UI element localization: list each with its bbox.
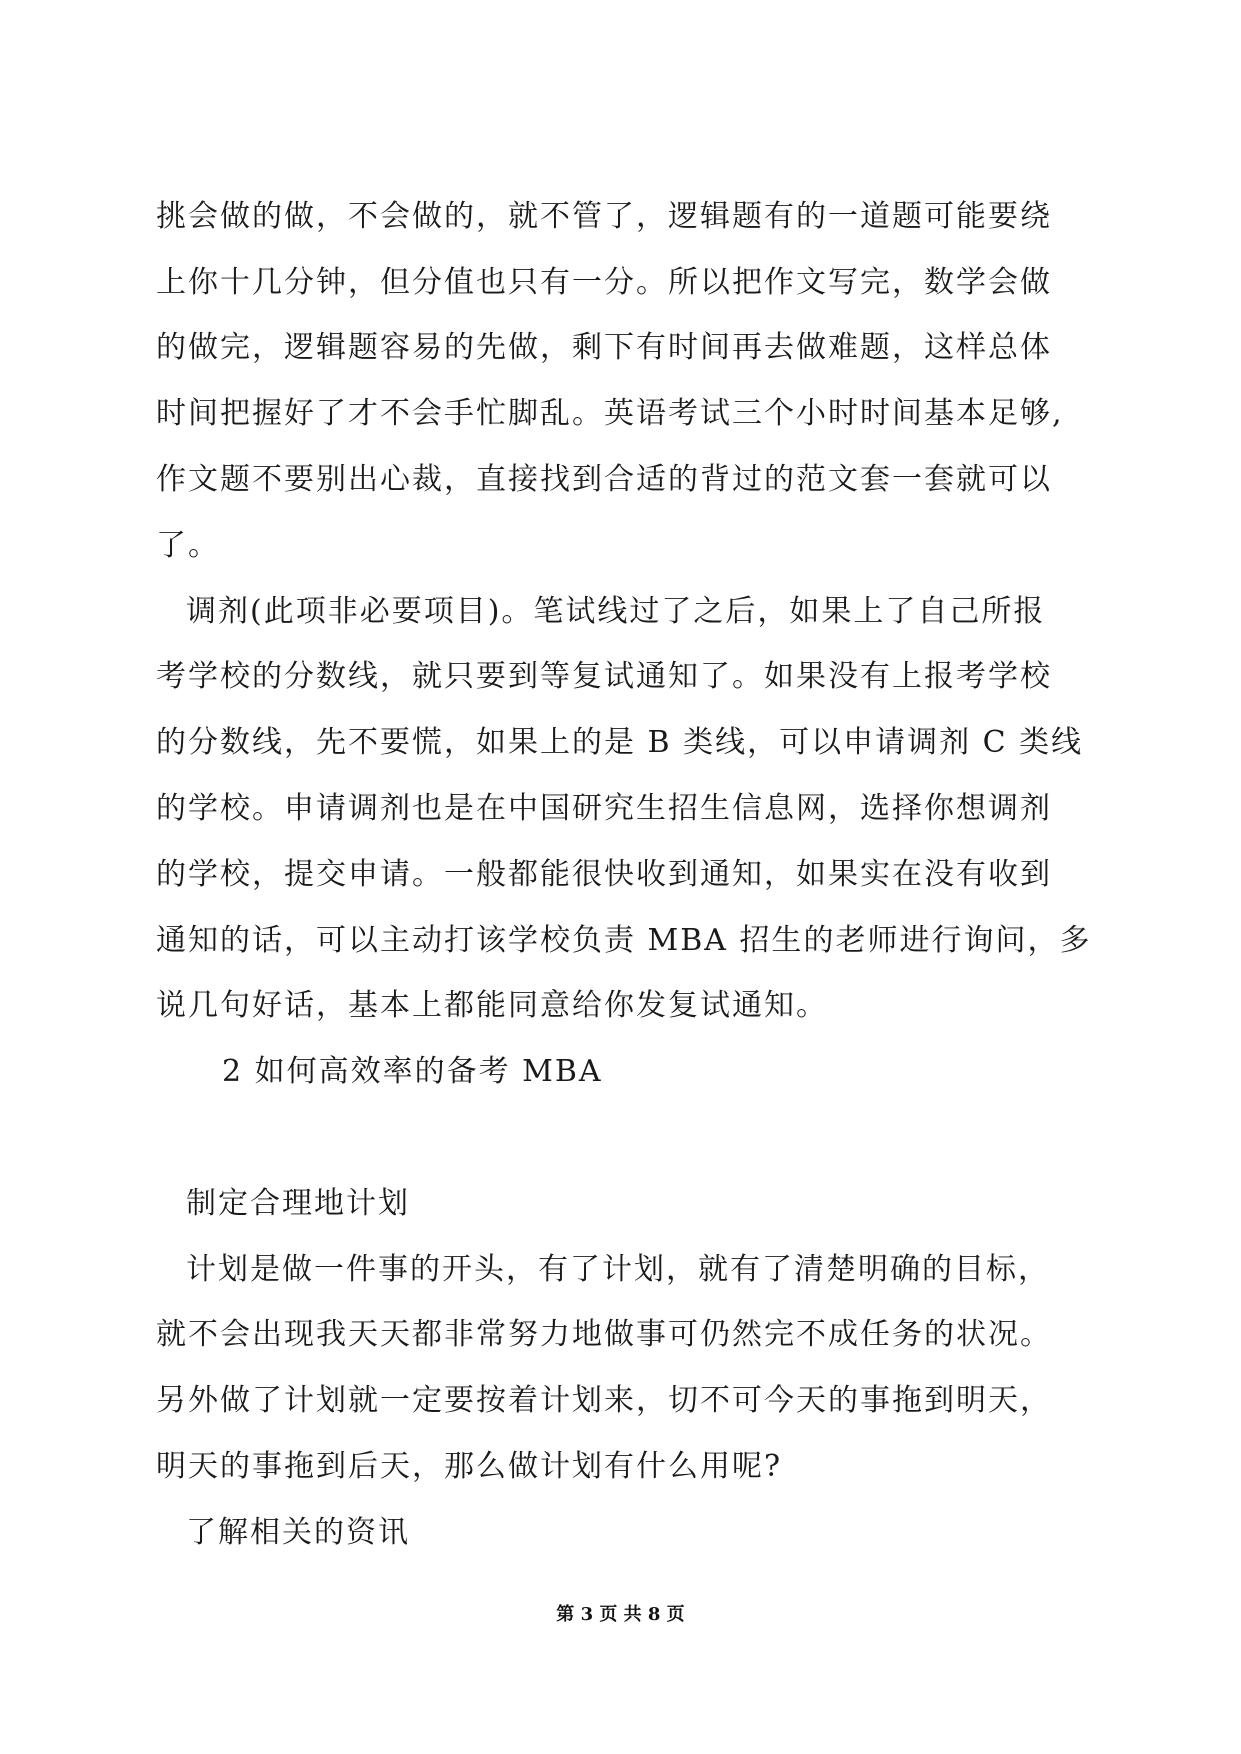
body-text-line: 说几句好话，基本上都能同意给你发复试通知。 bbox=[156, 988, 828, 1023]
body-text-line: 另外做了计划就一定要按着计划来，切不可今天的事拖到明天， bbox=[156, 1383, 1052, 1418]
body-text-line: 上你十几分钟，但分值也只有一分。所以把作文写完，数学会做 bbox=[156, 265, 1052, 300]
body-text-line: 了。 bbox=[156, 528, 220, 563]
section-heading: 2 如何高效率的备考 MBA bbox=[222, 1054, 603, 1089]
subsection-heading: 了解相关的资讯 bbox=[186, 1515, 410, 1550]
body-text-line: 的学校。申请调剂也是在中国研究生招生信息网，选择你想调剂 bbox=[156, 791, 1052, 826]
body-text-line: 就不会出现我天天都非常努力地做事可仍然完不成任务的状况。 bbox=[156, 1317, 1052, 1352]
body-text-line: 明天的事拖到后天，那么做计划有什么用呢? bbox=[156, 1449, 783, 1484]
body-text-line: 作文题不要别出心裁，直接找到合适的背过的范文套一套就可以 bbox=[156, 462, 1052, 497]
body-text-line: 挑会做的做，不会做的，就不管了，逻辑题有的一道题可能要绕 bbox=[156, 199, 1052, 234]
body-text-line: 考学校的分数线，就只要到等复试通知了。如果没有上报考学校 bbox=[156, 659, 1052, 694]
page-number-footer: 第 3 页 共 8 页 bbox=[556, 1604, 685, 1625]
body-text-line: 的做完，逻辑题容易的先做，剩下有时间再去做难题，这样总体 bbox=[156, 330, 1052, 365]
paragraph-text-line: 计划是做一件事的开头，有了计划，就有了清楚明确的目标， bbox=[186, 1252, 1050, 1287]
body-text-line: 的分数线，先不要慌，如果上的是 B 类线，可以申请调剂 C 类线 bbox=[156, 725, 1084, 760]
paragraph-text-line: 调剂(此项非必要项目)。笔试线过了之后，如果上了自己所报 bbox=[186, 594, 1046, 629]
body-text-line: 的学校，提交申请。一般都能很快收到通知，如果实在没有收到 bbox=[156, 857, 1052, 892]
body-text-line: 时间把握好了才不会手忙脚乱。英语考试三个小时时间基本足够, bbox=[156, 396, 1064, 431]
subsection-heading: 制定合理地计划 bbox=[186, 1186, 410, 1221]
body-text-line: 通知的话，可以主动打该学校负责 MBA 招生的老师进行询问，多 bbox=[156, 923, 1092, 958]
